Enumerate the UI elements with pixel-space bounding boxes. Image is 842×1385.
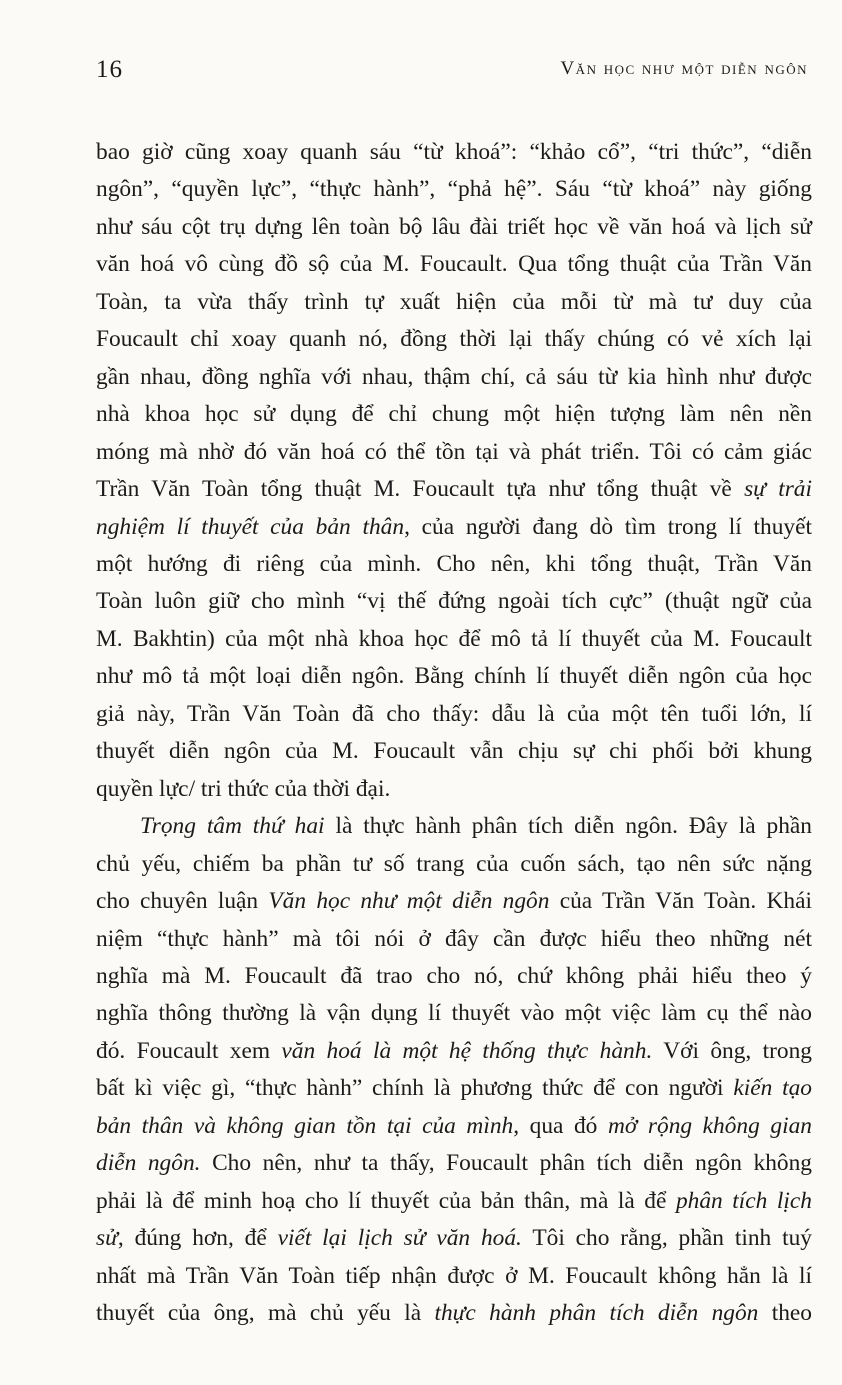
text-line: thuyết diễn ngôn của M. Foucault vẫn chịu sự chi phối bởi khung	[96, 738, 812, 765]
text-line: như mô tả một loại diễn ngôn. Bằng chính lí thuyết diễn ngôn của học	[96, 663, 812, 690]
paragraph	[96, 134, 812, 808]
text-line: Toàn, ta vừa thấy trình tự xuất hiện của mỗi từ mà tư duy của	[96, 288, 812, 315]
text-line: nghĩa thông thường là vận dụng lí thuyết vào một việc làm cụ thể nào	[96, 1000, 812, 1027]
text-line	[96, 1295, 812, 1332]
text-run: Tôi cho rằng, phần tinh tuý	[521, 1225, 812, 1252]
italic-run: diễn ngôn.	[96, 1150, 201, 1177]
text-run: đó. Foucault xem	[96, 1037, 282, 1064]
text-run: , qua đó	[513, 1112, 608, 1139]
text-line: giả này, Trần Văn Toàn đã cho thấy: dẫu là của một tên tuổi lớn, lí	[96, 700, 812, 727]
text-run: Trần Văn Toàn tổng thuật M. Foucault tựa như tổng thuật về	[96, 476, 745, 503]
paragraph	[96, 808, 812, 1332]
text-line: quyền lực/ tri thức của thời đại.	[96, 775, 391, 802]
text-line: nhất mà Trần Văn Toàn tiếp nhận được ở M. Foucault không hẳn là lí	[96, 1262, 812, 1289]
text-run: thuyết của ông, mà chủ yếu là	[96, 1300, 435, 1327]
page-number: 16	[96, 56, 123, 83]
italic-run: nghiệm lí thuyết của bản thân	[96, 513, 405, 540]
text-run: cho chuyên luận	[96, 888, 269, 915]
text-line: nhà khoa học sử dụng để chỉ chung một hiện tượng làm nên nền	[96, 401, 812, 428]
text-line: văn hoá vô cùng đồ sộ của M. Foucault. Qua tổng thuật của Trần Văn	[96, 251, 812, 278]
text-line: nghĩa mà M. Foucault đã trao cho nó, chứ không phải hiểu theo ý	[96, 962, 812, 989]
running-head: Văn học như một diễn ngôn	[560, 58, 808, 79]
text-line: chủ yếu, chiếm ba phần tư số trang của cuốn sách, tạo nên sức nặng	[96, 850, 812, 877]
text-line: ngôn”, “quyền lực”, “thực hành”, “phả hệ”. Sáu “từ khoá” này giống	[96, 176, 812, 203]
text-run: Với ông, trong	[652, 1037, 812, 1064]
text-run: , của người đang dò tìm trong lí thuyết	[404, 513, 812, 540]
italic-run: Văn học như một diễn ngôn	[268, 888, 550, 915]
text-line	[96, 1183, 812, 1220]
text-run: bất kì việc gì, “thực hành” chính là phương thức để con người	[96, 1075, 734, 1102]
text-line: một hướng đi riêng của mình. Cho nên, khi tổng thuật, Trần Văn	[96, 550, 812, 577]
italic-run: viết lại lịch sử văn hoá.	[277, 1225, 522, 1252]
text-line	[96, 1070, 812, 1107]
text-run: là thực hành phân tích diễn ngôn. Đây là phần	[324, 813, 812, 840]
text-line: niệm “thực hành” mà tôi nói ở đây cần được hiểu theo những nét	[96, 925, 812, 952]
text-line: bao giờ cũng xoay quanh sáu “từ khoá”: “khảo cổ”, “tri thức”, “diễn	[96, 139, 812, 165]
text-run: phải là để minh hoạ cho lí thuyết của bản thân, mà là để	[96, 1187, 676, 1214]
italic-run: kiến tạo	[733, 1075, 812, 1102]
text-line	[96, 1220, 812, 1257]
text-line	[96, 1145, 812, 1182]
text-line: Toàn luôn giữ cho mình “vị thế đứng ngoài tích cực” (thuật ngữ của	[96, 588, 812, 615]
text-line: như sáu cột trụ dựng lên toàn bộ lâu đài triết học về văn hoá và lịch sử	[96, 213, 812, 240]
text-line	[96, 808, 812, 845]
italic-run: sự trải	[744, 476, 812, 503]
text-line	[96, 1033, 812, 1070]
italic-run: sử	[96, 1225, 118, 1252]
text-line	[96, 509, 812, 546]
text-line: móng mà nhờ đó văn hoá có thể tồn tại và phát triển. Tôi có cảm giác	[96, 438, 812, 465]
text-line	[96, 1108, 812, 1145]
italic-run: phân tích lịch	[675, 1187, 812, 1214]
italic-run: mở rộng không gian	[607, 1112, 812, 1139]
italic-run: bản thân và không gian tồn tại của mình	[96, 1112, 514, 1139]
text-line	[96, 883, 812, 920]
text-line	[96, 471, 812, 508]
text-run: , đúng hơn, để	[117, 1225, 278, 1252]
body-text	[96, 134, 812, 1333]
text-line: Foucault chỉ xoay quanh nó, đồng thời lại thấy chúng có vẻ xích lại	[96, 326, 812, 353]
italic-run: Trọng tâm thứ hai	[140, 813, 325, 840]
text-run: của Trần Văn Toàn. Khái	[549, 888, 812, 915]
italic-run: văn hoá là một hệ thống thực hành.	[281, 1037, 653, 1064]
text-line: gần nhau, đồng nghĩa với nhau, thậm chí, cả sáu từ kia hình như được	[96, 363, 812, 390]
text-run: theo	[758, 1300, 813, 1327]
page-header	[96, 56, 808, 88]
text-line: M. Bakhtin) của một nhà khoa học để mô tả lí thuyết của M. Foucault	[96, 625, 812, 652]
text-run: Cho nên, như ta thấy, Foucault phân tích diễn ngôn không	[200, 1150, 812, 1177]
italic-run: thực hành phân tích diễn ngôn	[434, 1300, 759, 1327]
